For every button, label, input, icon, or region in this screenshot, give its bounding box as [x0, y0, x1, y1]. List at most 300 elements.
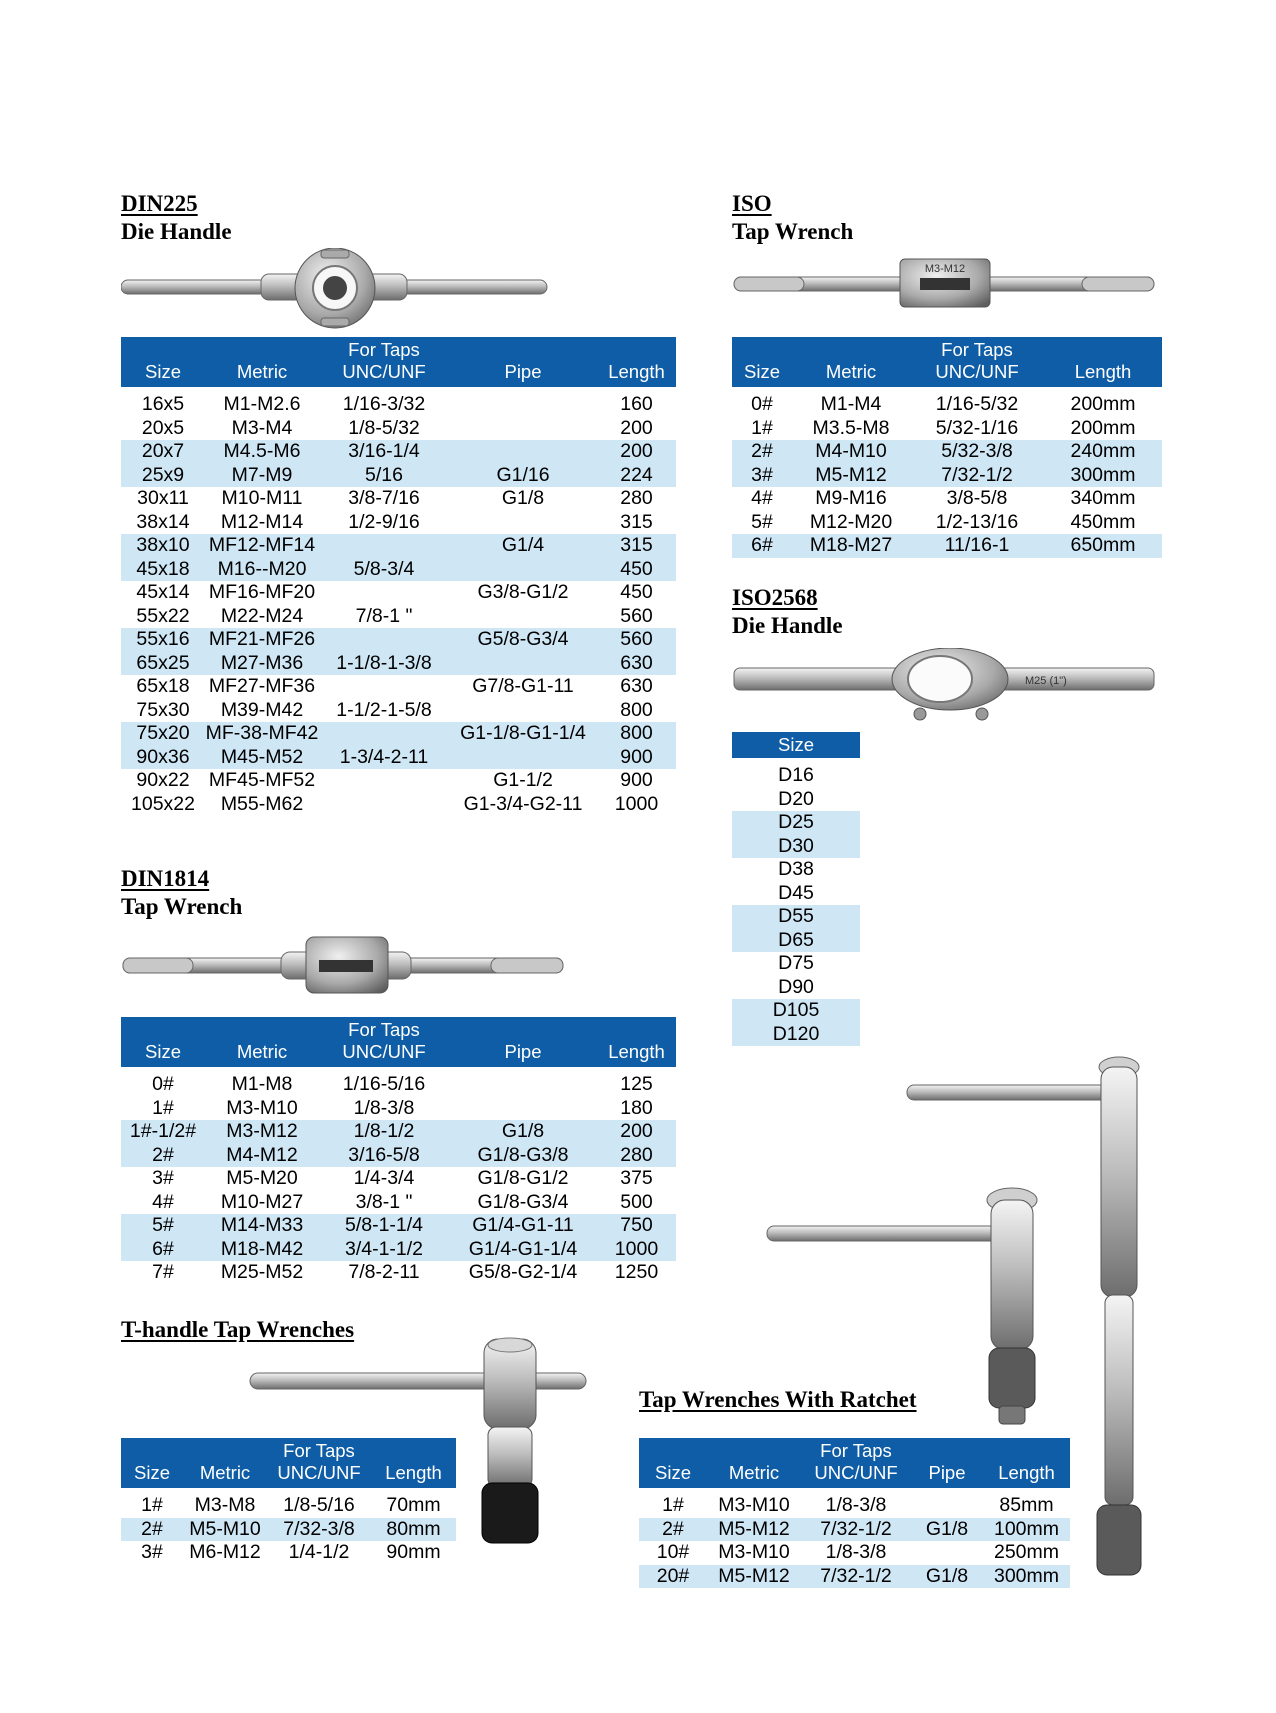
- table-cell: M4-M12: [205, 1144, 319, 1168]
- table-cell: 450: [620, 581, 653, 604]
- table-cell: G7/8-G1-11: [472, 675, 574, 698]
- table-cell: M3-M12: [205, 1120, 319, 1144]
- table-cell: 7/32-3/8: [267, 1518, 371, 1542]
- table-cell: G1/4-G1-1/4: [449, 1238, 597, 1262]
- table-cell: 5#: [121, 1214, 205, 1238]
- din1814-for-taps-header: For Taps: [319, 1017, 449, 1041]
- table-row: [732, 511, 1162, 535]
- table-cell: M22-M24: [220, 604, 304, 627]
- din225-die-handle-image: [121, 248, 551, 330]
- table-cell: 200: [620, 416, 653, 439]
- t-handle-col-metric: Metric: [183, 1462, 267, 1488]
- table-cell: 200: [597, 440, 676, 464]
- table-cell: 224: [597, 464, 676, 488]
- table-cell: 3/8-1 ": [355, 1190, 413, 1213]
- table-cell: 45x18: [121, 558, 205, 582]
- table-cell: D25: [732, 811, 860, 835]
- table-cell: M10-M27: [220, 1190, 304, 1213]
- table-cell: 1#: [662, 1494, 684, 1517]
- iso2568-table-body: [732, 758, 860, 1046]
- table-cell: 1/16-3/32: [342, 393, 426, 416]
- table-row: [121, 534, 676, 558]
- table-cell: D38: [778, 858, 814, 881]
- table-cell: 250mm: [993, 1541, 1060, 1564]
- table-cell: 5/8-1-1/4: [319, 1214, 449, 1238]
- din225-code: DIN225: [121, 191, 198, 216]
- table-cell: MF-38-MF42: [205, 722, 319, 745]
- table-cell: 900: [620, 769, 653, 792]
- table-cell: 85mm: [999, 1494, 1054, 1517]
- table-cell: [449, 1097, 597, 1121]
- table-cell: 90x36: [121, 746, 205, 770]
- table-row: [121, 1144, 676, 1168]
- table-row: [121, 769, 676, 793]
- t-handle-table-body: [121, 1488, 456, 1565]
- ratchet-col-metric: Metric: [707, 1462, 801, 1488]
- iso2568-die-handle-image: [732, 648, 1158, 724]
- table-row: [732, 534, 1162, 558]
- table-cell: 2#: [732, 440, 792, 464]
- table-cell: M7-M9: [205, 464, 319, 488]
- table-cell: 1000: [614, 792, 659, 815]
- table-cell: 70mm: [386, 1494, 441, 1517]
- table-cell: [319, 793, 449, 817]
- table-cell: 1/4-1/2: [288, 1541, 350, 1564]
- iso-tap-table: [732, 337, 1162, 558]
- din1814-code: DIN1814: [121, 866, 210, 891]
- table-row: [121, 1238, 676, 1262]
- table-cell: M16--M20: [205, 558, 319, 582]
- din1814-col-size: Size: [121, 1041, 205, 1067]
- table-cell: 0#: [152, 1073, 174, 1096]
- table-cell: 75x20: [121, 722, 205, 746]
- table-cell: 3#: [732, 464, 792, 488]
- table-cell: [911, 1541, 983, 1565]
- table-cell: G1/16: [449, 464, 597, 488]
- table-cell: MF21-MF26: [205, 628, 319, 652]
- table-cell: 500: [620, 1190, 653, 1213]
- table-cell: 6#: [732, 534, 792, 558]
- table-cell: M4-M10: [792, 440, 910, 464]
- table-cell: 125: [620, 1073, 653, 1096]
- table-cell: M1-M4: [820, 393, 882, 416]
- table-cell: 5/16: [319, 464, 449, 488]
- table-cell: 450mm: [1070, 510, 1136, 533]
- table-row: [121, 417, 676, 441]
- table-cell: 4#: [751, 487, 773, 510]
- table-row: [121, 746, 676, 770]
- iso-tap-col-metric: Metric: [792, 361, 910, 387]
- table-row: [639, 1518, 1070, 1542]
- table-cell: D90: [778, 975, 814, 998]
- table-cell: M3-M8: [194, 1494, 256, 1517]
- table-cell: 5/8-3/4: [319, 558, 449, 582]
- table-cell: 160: [620, 393, 653, 416]
- iso-tap-heading: [732, 190, 853, 246]
- table-cell: 1-1/2-1-5/8: [336, 698, 432, 721]
- table-row: [121, 699, 676, 723]
- table-row: [639, 1494, 1070, 1518]
- iso-tap-col-size: Size: [732, 361, 792, 387]
- din1814-tap-wrench-image: [121, 935, 567, 995]
- t-handle-title: T-handle Tap Wrenches: [121, 1317, 355, 1342]
- table-cell: 7/32-1/2: [801, 1565, 911, 1589]
- iso2568-heading: [732, 584, 843, 640]
- din225-table: [121, 337, 676, 816]
- table-cell: 10#: [656, 1541, 690, 1564]
- ratchet-col-length: Length: [983, 1462, 1070, 1488]
- table-cell: 1/2-9/16: [348, 510, 420, 533]
- table-cell: 5/32-3/8: [910, 440, 1044, 464]
- din225-heading: [121, 190, 232, 246]
- table-row: [732, 835, 860, 859]
- table-cell: 3/8-5/8: [946, 487, 1008, 510]
- table-cell: G1/8-G1/2: [477, 1167, 569, 1190]
- din1814-col-pipe: Pipe: [449, 1041, 597, 1067]
- table-cell: 1/8-3/8: [825, 1541, 887, 1564]
- t-handle-col-length: Length: [371, 1462, 456, 1488]
- table-cell: 45x14: [136, 581, 190, 604]
- table-cell: 2#: [639, 1518, 707, 1542]
- din225-col-metric: Metric: [205, 361, 319, 387]
- table-cell: M5-M12: [792, 464, 910, 488]
- table-cell: 55x16: [121, 628, 205, 652]
- table-cell: 6#: [121, 1238, 205, 1262]
- table-row: [121, 1494, 456, 1518]
- table-row: [121, 793, 676, 817]
- ratchet-table-body: [639, 1488, 1070, 1588]
- table-cell: M3.5-M8: [812, 416, 890, 439]
- table-cell: M1-M8: [231, 1073, 293, 1096]
- table-row: [732, 929, 860, 953]
- table-cell: 105x22: [131, 792, 195, 815]
- table-cell: 340mm: [1070, 487, 1136, 510]
- ratchet-title: Tap Wrenches With Ratchet: [639, 1387, 917, 1412]
- table-cell: [449, 511, 597, 535]
- table-cell: D20: [778, 787, 814, 810]
- table-cell: D105: [732, 999, 860, 1023]
- table-cell: 750: [597, 1214, 676, 1238]
- din225-col-length: Length: [597, 361, 676, 387]
- table-cell: 3#: [141, 1541, 163, 1564]
- din225-table-body: [121, 387, 676, 816]
- table-row: [639, 1565, 1070, 1589]
- t-handle-table: [121, 1438, 456, 1565]
- table-cell: M3-M10: [718, 1494, 790, 1517]
- iso-tap-col-unc: UNC/UNF: [910, 361, 1044, 387]
- table-row: [732, 999, 860, 1023]
- table-cell: 180: [620, 1096, 653, 1119]
- t-handle-for-taps-header: For Taps: [267, 1438, 371, 1462]
- table-cell: 65x18: [136, 675, 190, 698]
- table-cell: 38x10: [121, 534, 205, 558]
- table-cell: 1/8-1/2: [319, 1120, 449, 1144]
- table-cell: 3#: [152, 1167, 174, 1190]
- table-row: [732, 788, 860, 812]
- table-cell: [319, 769, 449, 793]
- din1814-col-length: Length: [597, 1041, 676, 1067]
- table-row: [732, 487, 1162, 511]
- din1814-heading: [121, 865, 242, 921]
- table-cell: 2#: [121, 1518, 183, 1542]
- table-cell: D55: [732, 905, 860, 929]
- table-cell: 1#-1/2#: [121, 1120, 205, 1144]
- table-cell: MF27-MF36: [208, 675, 316, 698]
- table-cell: 3/16-5/8: [319, 1144, 449, 1168]
- table-cell: 1/8-5/32: [348, 416, 420, 439]
- table-cell: 7#: [152, 1261, 174, 1284]
- table-row: [121, 558, 676, 582]
- table-row: [121, 393, 676, 417]
- din225-col-size: Size: [121, 361, 205, 387]
- table-cell: 1/4-3/4: [353, 1167, 415, 1190]
- table-row: [732, 882, 860, 906]
- table-cell: 315: [620, 510, 653, 533]
- table-cell: M3-M10: [226, 1096, 298, 1119]
- iso-tap-table-body: [732, 387, 1162, 558]
- table-cell: 1#: [141, 1494, 163, 1517]
- table-row: [121, 464, 676, 488]
- iso-tap-col-length: Length: [1044, 361, 1162, 387]
- table-cell: 1/8-3/8: [353, 1096, 415, 1119]
- ratchet-for-taps-header: For Taps: [801, 1438, 911, 1462]
- t-handle-col-unc: UNC/UNF: [267, 1462, 371, 1488]
- table-cell: [449, 746, 597, 770]
- iso-tap-wrench-image: [732, 258, 1158, 310]
- table-cell: M45-M52: [205, 746, 319, 770]
- table-cell: D120: [732, 1023, 860, 1047]
- table-cell: MF16-MF20: [208, 581, 316, 604]
- din225-title: Die Handle: [121, 219, 232, 244]
- table-cell: 80mm: [371, 1518, 456, 1542]
- table-row: [121, 511, 676, 535]
- table-cell: 1#: [751, 416, 773, 439]
- table-row: [732, 905, 860, 929]
- table-cell: [449, 558, 597, 582]
- din1814-table-body: [121, 1067, 676, 1285]
- table-row: [121, 1097, 676, 1121]
- table-cell: G3/8-G1/2: [477, 581, 569, 604]
- din225-for-taps-header: For Taps: [319, 337, 449, 361]
- table-cell: D30: [732, 835, 860, 859]
- table-cell: 1/16-5/32: [935, 393, 1019, 416]
- table-cell: [449, 393, 597, 417]
- table-cell: G1/8-G3/8: [449, 1144, 597, 1168]
- table-row: [121, 1191, 676, 1215]
- table-cell: [449, 440, 597, 464]
- table-row: [121, 1073, 676, 1097]
- table-row: [121, 1120, 676, 1144]
- table-cell: G5/8-G2-1/4: [468, 1261, 578, 1284]
- table-cell: 240mm: [1044, 440, 1162, 464]
- table-row: [121, 628, 676, 652]
- table-cell: G1/8: [501, 487, 545, 510]
- table-cell: G1/4-G1-11: [449, 1214, 597, 1238]
- table-cell: G1-3/4-G2-11: [463, 792, 583, 815]
- table-cell: 90x22: [136, 769, 190, 792]
- table-cell: 300mm: [1044, 464, 1162, 488]
- table-row: [732, 440, 1162, 464]
- table-cell: M25-M52: [220, 1261, 304, 1284]
- din1814-table: [121, 1017, 676, 1285]
- table-cell: M12-M20: [809, 510, 893, 533]
- table-cell: 300mm: [983, 1565, 1070, 1589]
- table-cell: 3/4-1-1/2: [319, 1238, 449, 1262]
- iso2568-code: ISO2568: [732, 585, 818, 610]
- table-cell: 20x7: [121, 440, 205, 464]
- table-cell: 560: [620, 604, 653, 627]
- table-cell: 650mm: [1044, 534, 1162, 558]
- table-cell: G1/8: [911, 1565, 983, 1589]
- table-cell: [449, 699, 597, 723]
- iso-tap-for-taps-header: For Taps: [910, 337, 1044, 361]
- iso2568-col-size: Size: [732, 732, 860, 758]
- ratchet-heading: [639, 1386, 917, 1414]
- table-cell: 20#: [639, 1565, 707, 1589]
- table-row: [121, 1541, 456, 1565]
- ratchet-col-size: Size: [639, 1462, 707, 1488]
- table-row: [732, 1023, 860, 1047]
- table-row: [732, 858, 860, 882]
- table-cell: 315: [597, 534, 676, 558]
- table-cell: G1/8-G3/4: [477, 1190, 569, 1213]
- table-cell: M1-M2.6: [223, 393, 301, 416]
- table-cell: 25x9: [121, 464, 205, 488]
- table-cell: M5-M12: [707, 1565, 801, 1589]
- iso2568-engraving: M25 (1"): [1025, 675, 1067, 687]
- table-cell: G1/8: [911, 1518, 983, 1542]
- table-row: [121, 1214, 676, 1238]
- table-cell: 560: [597, 628, 676, 652]
- t-handle-col-size: Size: [121, 1462, 183, 1488]
- table-cell: 1/8-5/16: [283, 1494, 355, 1517]
- table-cell: M3-M4: [231, 416, 293, 439]
- table-cell: MF45-MF52: [208, 769, 316, 792]
- table-row: [121, 722, 676, 746]
- table-row: [639, 1541, 1070, 1565]
- table-row: [732, 976, 860, 1000]
- table-cell: G1-1/2: [493, 769, 553, 792]
- table-cell: 16x5: [141, 393, 185, 416]
- table-cell: 1-3/4-2-11: [319, 746, 449, 770]
- table-cell: [319, 534, 449, 558]
- ratchet-table: [639, 1438, 1070, 1588]
- table-cell: M3-M10: [718, 1541, 790, 1564]
- table-row: [121, 675, 676, 699]
- table-row: [121, 1518, 456, 1542]
- iso2568-title: Die Handle: [732, 613, 843, 638]
- table-row: [121, 1261, 676, 1285]
- din1814-col-unc: UNC/UNF: [319, 1041, 449, 1067]
- table-row: [121, 440, 676, 464]
- table-cell: D16: [778, 764, 814, 787]
- table-cell: 280: [620, 487, 653, 510]
- iso-tap-title: Tap Wrench: [732, 219, 854, 244]
- table-cell: 2#: [121, 1144, 205, 1168]
- table-row: [732, 417, 1162, 441]
- table-row: [732, 764, 860, 788]
- table-row: [121, 487, 676, 511]
- table-cell: M5-M20: [226, 1167, 298, 1190]
- table-cell: 7/32-1/2: [801, 1518, 911, 1542]
- table-cell: 5/32-1/16: [935, 416, 1019, 439]
- table-cell: M5-M12: [707, 1518, 801, 1542]
- iso-tap-engraving: M3-M12: [924, 263, 966, 275]
- table-cell: [319, 628, 449, 652]
- table-cell: M55-M62: [220, 792, 304, 815]
- table-cell: 1250: [614, 1261, 659, 1284]
- table-cell: 20x5: [141, 416, 185, 439]
- table-cell: 200mm: [1070, 416, 1136, 439]
- table-cell: D45: [778, 881, 814, 904]
- table-cell: MF12-MF14: [205, 534, 319, 558]
- table-cell: 1/2-13/16: [935, 510, 1019, 533]
- table-cell: 800: [597, 722, 676, 746]
- din225-col-unc: UNC/UNF: [319, 361, 449, 387]
- table-cell: 55x22: [136, 604, 190, 627]
- ratchet-col-unc: UNC/UNF: [801, 1462, 911, 1488]
- table-cell: [319, 581, 449, 605]
- table-cell: 0#: [751, 393, 773, 416]
- table-cell: 65x25: [121, 652, 205, 676]
- table-cell: [449, 1073, 597, 1097]
- din1814-title: Tap Wrench: [121, 894, 243, 919]
- table-cell: 200: [597, 1120, 676, 1144]
- table-cell: 630: [620, 675, 653, 698]
- table-cell: [449, 652, 597, 676]
- table-cell: 11/16-1: [910, 534, 1044, 558]
- table-cell: G1/4: [449, 534, 597, 558]
- table-cell: [319, 722, 449, 746]
- table-cell: 5#: [751, 510, 773, 533]
- table-cell: 30x11: [137, 487, 189, 510]
- table-row: [121, 652, 676, 676]
- table-cell: 450: [597, 558, 676, 582]
- table-cell: 1#: [152, 1096, 174, 1119]
- table-cell: M6-M12: [189, 1541, 261, 1564]
- table-cell: 38x14: [136, 510, 190, 533]
- table-row: [732, 464, 1162, 488]
- table-row: [732, 952, 860, 976]
- table-row: [732, 393, 1162, 417]
- table-row: [121, 1167, 676, 1191]
- table-cell: 3/16-1/4: [319, 440, 449, 464]
- table-cell: 75x30: [136, 698, 190, 721]
- din1814-col-metric: Metric: [205, 1041, 319, 1067]
- table-row: [121, 605, 676, 629]
- table-cell: 375: [620, 1167, 653, 1190]
- table-cell: M39-M42: [220, 698, 304, 721]
- table-cell: D65: [732, 929, 860, 953]
- table-cell: M4.5-M6: [205, 440, 319, 464]
- table-cell: G1-1/8-G1-1/4: [449, 722, 597, 746]
- table-cell: [911, 1494, 983, 1518]
- table-cell: M10-M11: [221, 487, 303, 510]
- table-cell: M12-M14: [220, 510, 304, 533]
- table-cell: 7/8-2-11: [348, 1261, 420, 1284]
- table-cell: 1000: [597, 1238, 676, 1262]
- table-cell: 280: [597, 1144, 676, 1168]
- table-cell: D75: [778, 952, 814, 975]
- table-cell: M27-M36: [205, 652, 319, 676]
- table-cell: 1-1/8-1-3/8: [319, 652, 449, 676]
- table-cell: 1/8-3/8: [825, 1494, 887, 1517]
- table-cell: M9-M16: [815, 487, 887, 510]
- table-cell: 4#: [152, 1190, 174, 1213]
- table-cell: 200mm: [1070, 393, 1136, 416]
- table-cell: M5-M10: [183, 1518, 267, 1542]
- table-cell: M18-M27: [792, 534, 910, 558]
